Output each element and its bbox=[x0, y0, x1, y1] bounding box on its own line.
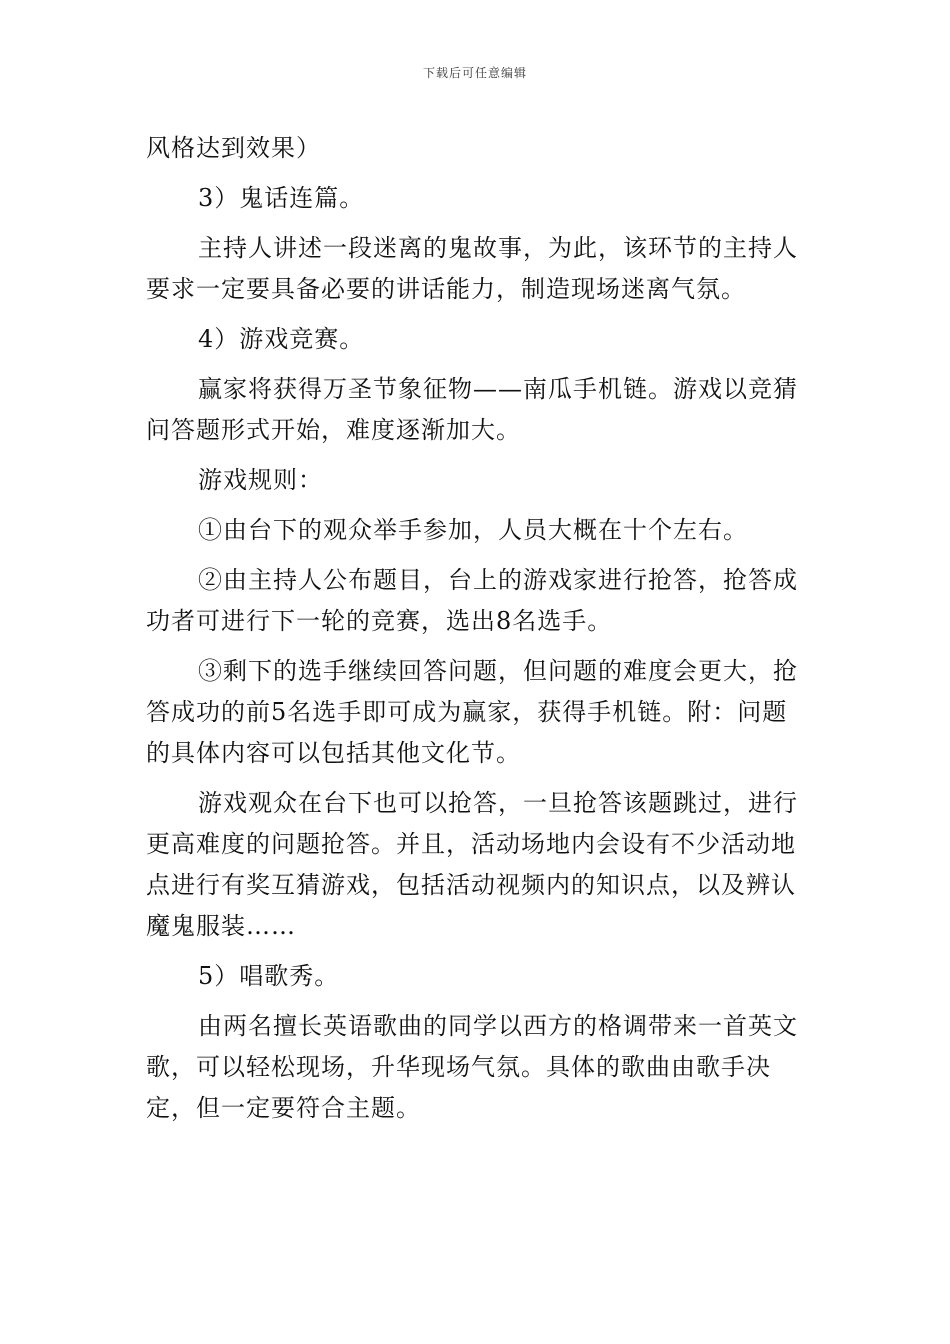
rule-3: ③剩下的选手继续回答问题，但问题的难度会更大，抢答成功的前5名选手即可成为赢家，获得手机链。附：问题的具体内容可以包括其他文化节。 bbox=[146, 657, 798, 767]
paragraph-3: 主持人讲述一段迷离的鬼故事，为此，该环节的主持人要求一定要具备必要的讲话能力，制造现场迷离气氛。 bbox=[146, 234, 798, 303]
section-heading-5: 5）唱歌秀。 bbox=[198, 962, 340, 990]
paragraph-1: 风格达到效果） bbox=[146, 134, 321, 162]
section-heading-4: 4）游戏竞赛。 bbox=[198, 325, 365, 353]
rule-2: ②由主持人公布题目，台上的游戏家进行抢答，抢答成功者可进行下一轮的竞赛，选出8名选手。 bbox=[146, 566, 798, 635]
document-body bbox=[146, 128, 810, 1138]
rule-1: ①由台下的观众举手参加，人员大概在十个左右。 bbox=[198, 516, 748, 544]
paragraph-5: 赢家将获得万圣节象征物——南瓜手机链。游戏以竞猜问答题形式开始，难度逐渐加大。 bbox=[146, 375, 798, 444]
paragraph-12: 由两名擅长英语歌曲的同学以西方的格调带来一首英文歌，可以轻松现场，升华现场气氛。具体的歌曲由歌手决定，但一定要符合主题。 bbox=[146, 1012, 798, 1122]
page-header: 下载后可任意编辑 bbox=[422, 66, 527, 80]
section-heading-3: 3）鬼话连篇。 bbox=[198, 184, 365, 212]
paragraph-10: 游戏观众在台下也可以抢答，一旦抢答该题跳过，进行更高难度的问题抢答。并且，活动场地内会设有不少活动地点进行有奖互猜游戏，包括活动视频内的知识点，以及辨认魔鬼服装…… bbox=[146, 789, 798, 940]
rules-heading: 游戏规则： bbox=[198, 466, 323, 494]
